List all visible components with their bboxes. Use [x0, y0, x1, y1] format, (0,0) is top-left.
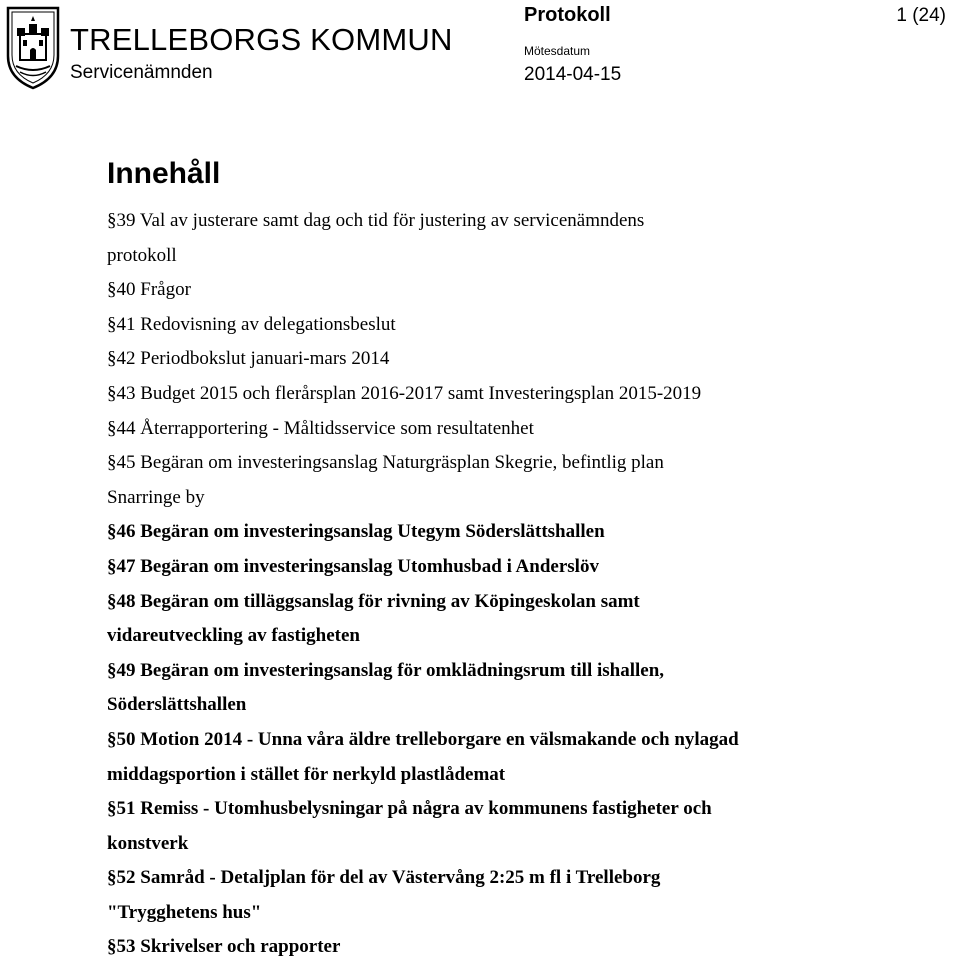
toc-line: §45 Begäran om investeringsanslag Naturgräsplan Skegrie, befintlig plan	[107, 452, 664, 474]
organization-name: TRELLEBORGS KOMMUN	[70, 22, 453, 57]
document-type: Protokoll	[524, 4, 611, 26]
toc-line: Söderslättshallen	[107, 694, 247, 716]
toc-line: §44 Återrapportering - Måltidsservice som resultatenhet	[107, 417, 534, 439]
toc-line: protokoll	[107, 244, 177, 266]
toc-line: §39 Val av justerare samt dag och tid för justering av servicenämndens	[107, 210, 645, 231]
toc-line: §41 Redovisning av delegationsbeslut	[107, 313, 396, 335]
page-header	[0, 0, 960, 100]
department-name: Servicenämnden	[70, 62, 213, 83]
toc-line: §48 Begäran om tilläggsanslag för rivning av Köpingeskolan samt	[107, 590, 640, 612]
toc-line: §49 Begäran om investeringsanslag för omklädningsrum till ishallen,	[107, 659, 665, 681]
toc-line: §52 Samråd - Detaljplan för del av Västervång 2:25 m fl i Trelleborg	[107, 867, 661, 889]
toc-line: §40 Frågor	[107, 279, 191, 301]
toc-line: konstverk	[107, 832, 189, 854]
page-number: 1 (24)	[896, 5, 946, 26]
meeting-date: 2014-04-15	[524, 64, 622, 85]
toc-line: §42 Periodbokslut januari-mars 2014	[107, 348, 390, 370]
table-of-contents	[107, 204, 827, 965]
toc-line: §50 Motion 2014 - Unna våra äldre trelleborgare en välsmakande och nylagad	[107, 728, 739, 750]
toc-heading: Innehåll	[107, 157, 221, 190]
toc-line: §53 Skrivelser och rapporter	[107, 936, 341, 958]
toc-line: vidareutveckling av fastigheten	[107, 625, 360, 647]
meeting-date-label: Mötesdatum	[524, 44, 591, 58]
toc-line: "Trygghetens hus"	[107, 901, 262, 923]
toc-line: middagsportion i stället för nerkyld plastlådemat	[107, 763, 506, 785]
toc-line: Snarringe by	[107, 486, 205, 508]
toc-line: §47 Begäran om investeringsanslag Utomhusbad i Anderslöv	[107, 555, 599, 577]
municipal-coat-of-arms-logo	[4, 4, 62, 90]
toc-line: §43 Budget 2015 och flerårsplan 2016-2017 samt Investeringsplan 2015-2019	[107, 382, 702, 404]
toc-line: §46 Begäran om investeringsanslag Utegym Söderslättshallen	[107, 521, 605, 543]
toc-line: §51 Remiss - Utomhusbelysningar på några av kommunens fastigheter och	[107, 798, 712, 820]
